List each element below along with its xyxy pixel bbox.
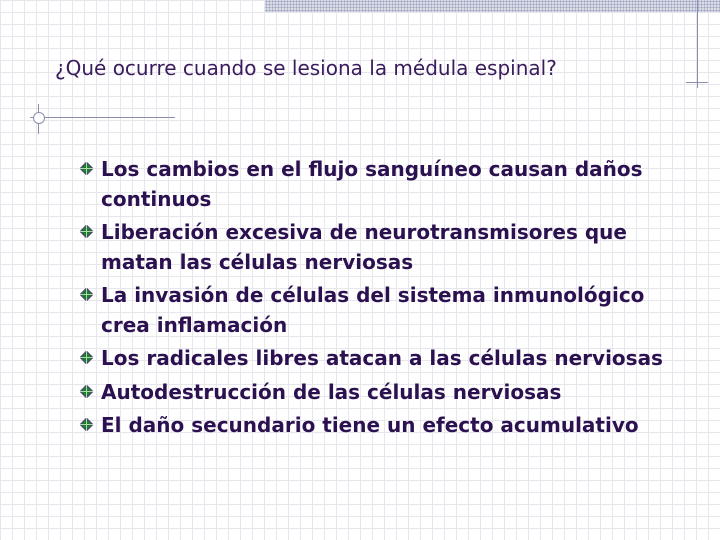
decorative-horizontal-line [30,117,175,118]
slide-title: ¿Qué ocurre cuando se lesiona la médula espinal? [55,56,557,80]
diamond-bullet-icon [80,351,93,364]
bullet-text: Liberación excesiva de neurotransmisores que matan las células nerviosas [101,220,627,274]
bullet-text: Los radicales libres atacan a las células nerviosas [101,346,663,370]
diamond-bullet-icon [80,288,93,301]
bullet-item [80,155,690,214]
diamond-bullet-icon [80,385,93,398]
bullet-item [80,411,690,441]
decorative-circle-icon [33,112,45,124]
decorative-top-band [265,0,720,12]
diamond-bullet-icon [80,225,93,238]
bullet-list [80,155,690,445]
bullet-item [80,378,690,408]
bullet-text: La invasión de células del sistema inmunológico crea inflamación [101,283,645,337]
decorative-right-line [697,0,698,88]
decorative-right-tick [686,82,708,83]
bullet-text: Autodestrucción de las células nerviosas [101,379,562,404]
diamond-bullet-icon [80,162,93,175]
bullet-item [80,218,690,277]
diamond-bullet-icon [80,418,93,431]
bullet-item [80,281,690,340]
bullet-text: Los cambios en el flujo sanguíneo causan daños continuos [101,157,643,211]
bullet-item [80,344,690,374]
bullet-text: El daño secundario tiene un efecto acumulativo [101,413,639,437]
